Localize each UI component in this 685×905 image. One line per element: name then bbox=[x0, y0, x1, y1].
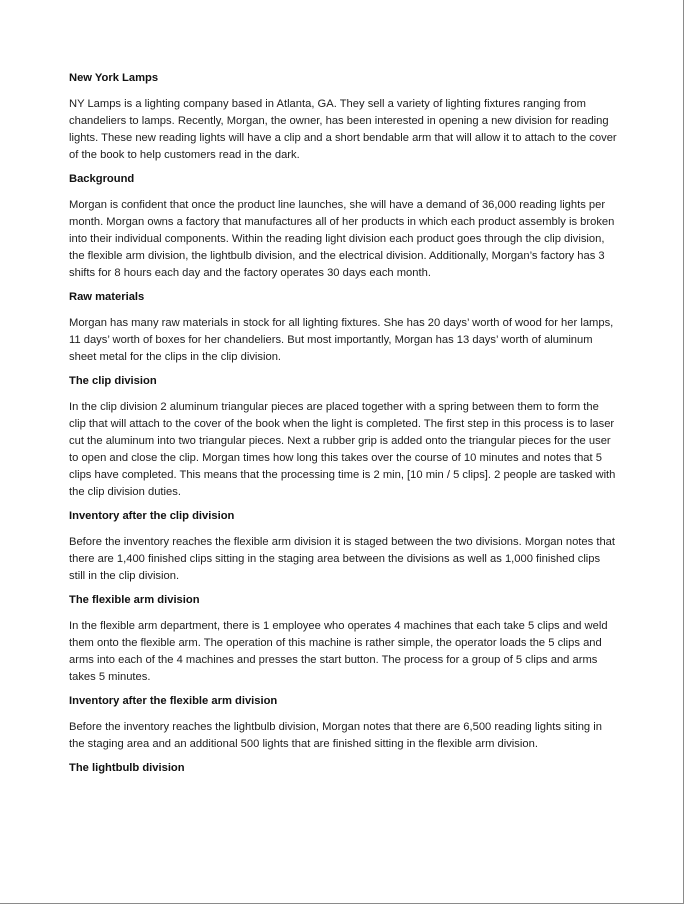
section-heading-new-york-lamps: New York Lamps bbox=[69, 72, 159, 84]
section-heading-clip-division: The clip division bbox=[69, 375, 157, 387]
section-heading-inventory-after-clip: Inventory after the clip division bbox=[69, 510, 235, 522]
section-body-background: Morgan is confident that once the product line launches, she will have a demand of 36,000 reading lights per month. Morgan owns a factory that manufactures all of her products in which each product assembly is broken into their individual components. Within the reading light division each product goes through the clip division, the flexible arm division, the lightbulb division, and the electrical division. Additionally, Morgan’s factory has 3 shifts for 8 hours each day and the factory operates 30 days each month. bbox=[69, 199, 615, 279]
section-heading-lightbulb-division: The lightbulb division bbox=[69, 762, 185, 774]
section-heading-raw-materials: Raw materials bbox=[69, 291, 145, 303]
section-heading-flexible-arm-division: The flexible arm division bbox=[69, 594, 200, 606]
section-body-inventory-after-flexible-arm: Before the inventory reaches the lightbulb division, Morgan notes that there are 6,500 reading lights siting in the staging area and an additional 500 lights that are finished sitting in the flexible arm division. bbox=[69, 721, 602, 750]
section-body-raw-materials: Morgan has many raw materials in stock for all lighting fixtures. She has 20 days’ worth of wood for her lamps, 11 days’ worth of boxes for her chandeliers. But most importantly, Morgan has 13 days’ worth of aluminum sheet metal for the clips in the clip division. bbox=[69, 317, 614, 363]
section-body-clip-division: In the clip division 2 aluminum triangular pieces are placed together with a spring between them to form the clip that will attach to the cover of the book when the light is completed. The first step in this process is to laser cut the aluminum into two triangular pieces. Next a rubber grip is added onto the triangular pieces for the user to open and close the clip. Morgan times how long this takes over the course of 10 minutes and notes that 5 clips have completed. This means that the processing time is 2 min, [10 min / 5 clips]. 2 people are tasked with the clip division duties. bbox=[69, 401, 616, 498]
section-heading-inventory-after-flexible-arm: Inventory after the flexible arm division bbox=[69, 695, 278, 707]
section-heading-background: Background bbox=[69, 173, 135, 185]
document-content bbox=[69, 70, 617, 786]
section-body-inventory-after-clip: Before the inventory reaches the flexible arm division it is staged between the two divisions. Morgan notes that there are 1,400 finished clips sitting in the staging area between the divisions as well as 1,000 finished clips still in the clip division. bbox=[69, 536, 615, 582]
section-body-new-york-lamps: NY Lamps is a lighting company based in Atlanta, GA. They sell a variety of lighting fixtures ranging from chandeliers to lamps. Recently, Morgan, the owner, has been interested in opening a new division for reading lights. These new reading lights will have a clip and a short bendable arm that will allow it to attach to the cover of the book to help customers read in the dark. bbox=[69, 98, 617, 161]
section-body-flexible-arm-division: In the flexible arm department, there is 1 employee who operates 4 machines that each take 5 clips and weld them onto the flexible arm. The operation of this machine is rather simple, the operator loads the 5 clips and arms into each of the 4 machines and presses the start button. The process for a group of 5 clips and arms takes 5 minutes. bbox=[69, 620, 608, 683]
